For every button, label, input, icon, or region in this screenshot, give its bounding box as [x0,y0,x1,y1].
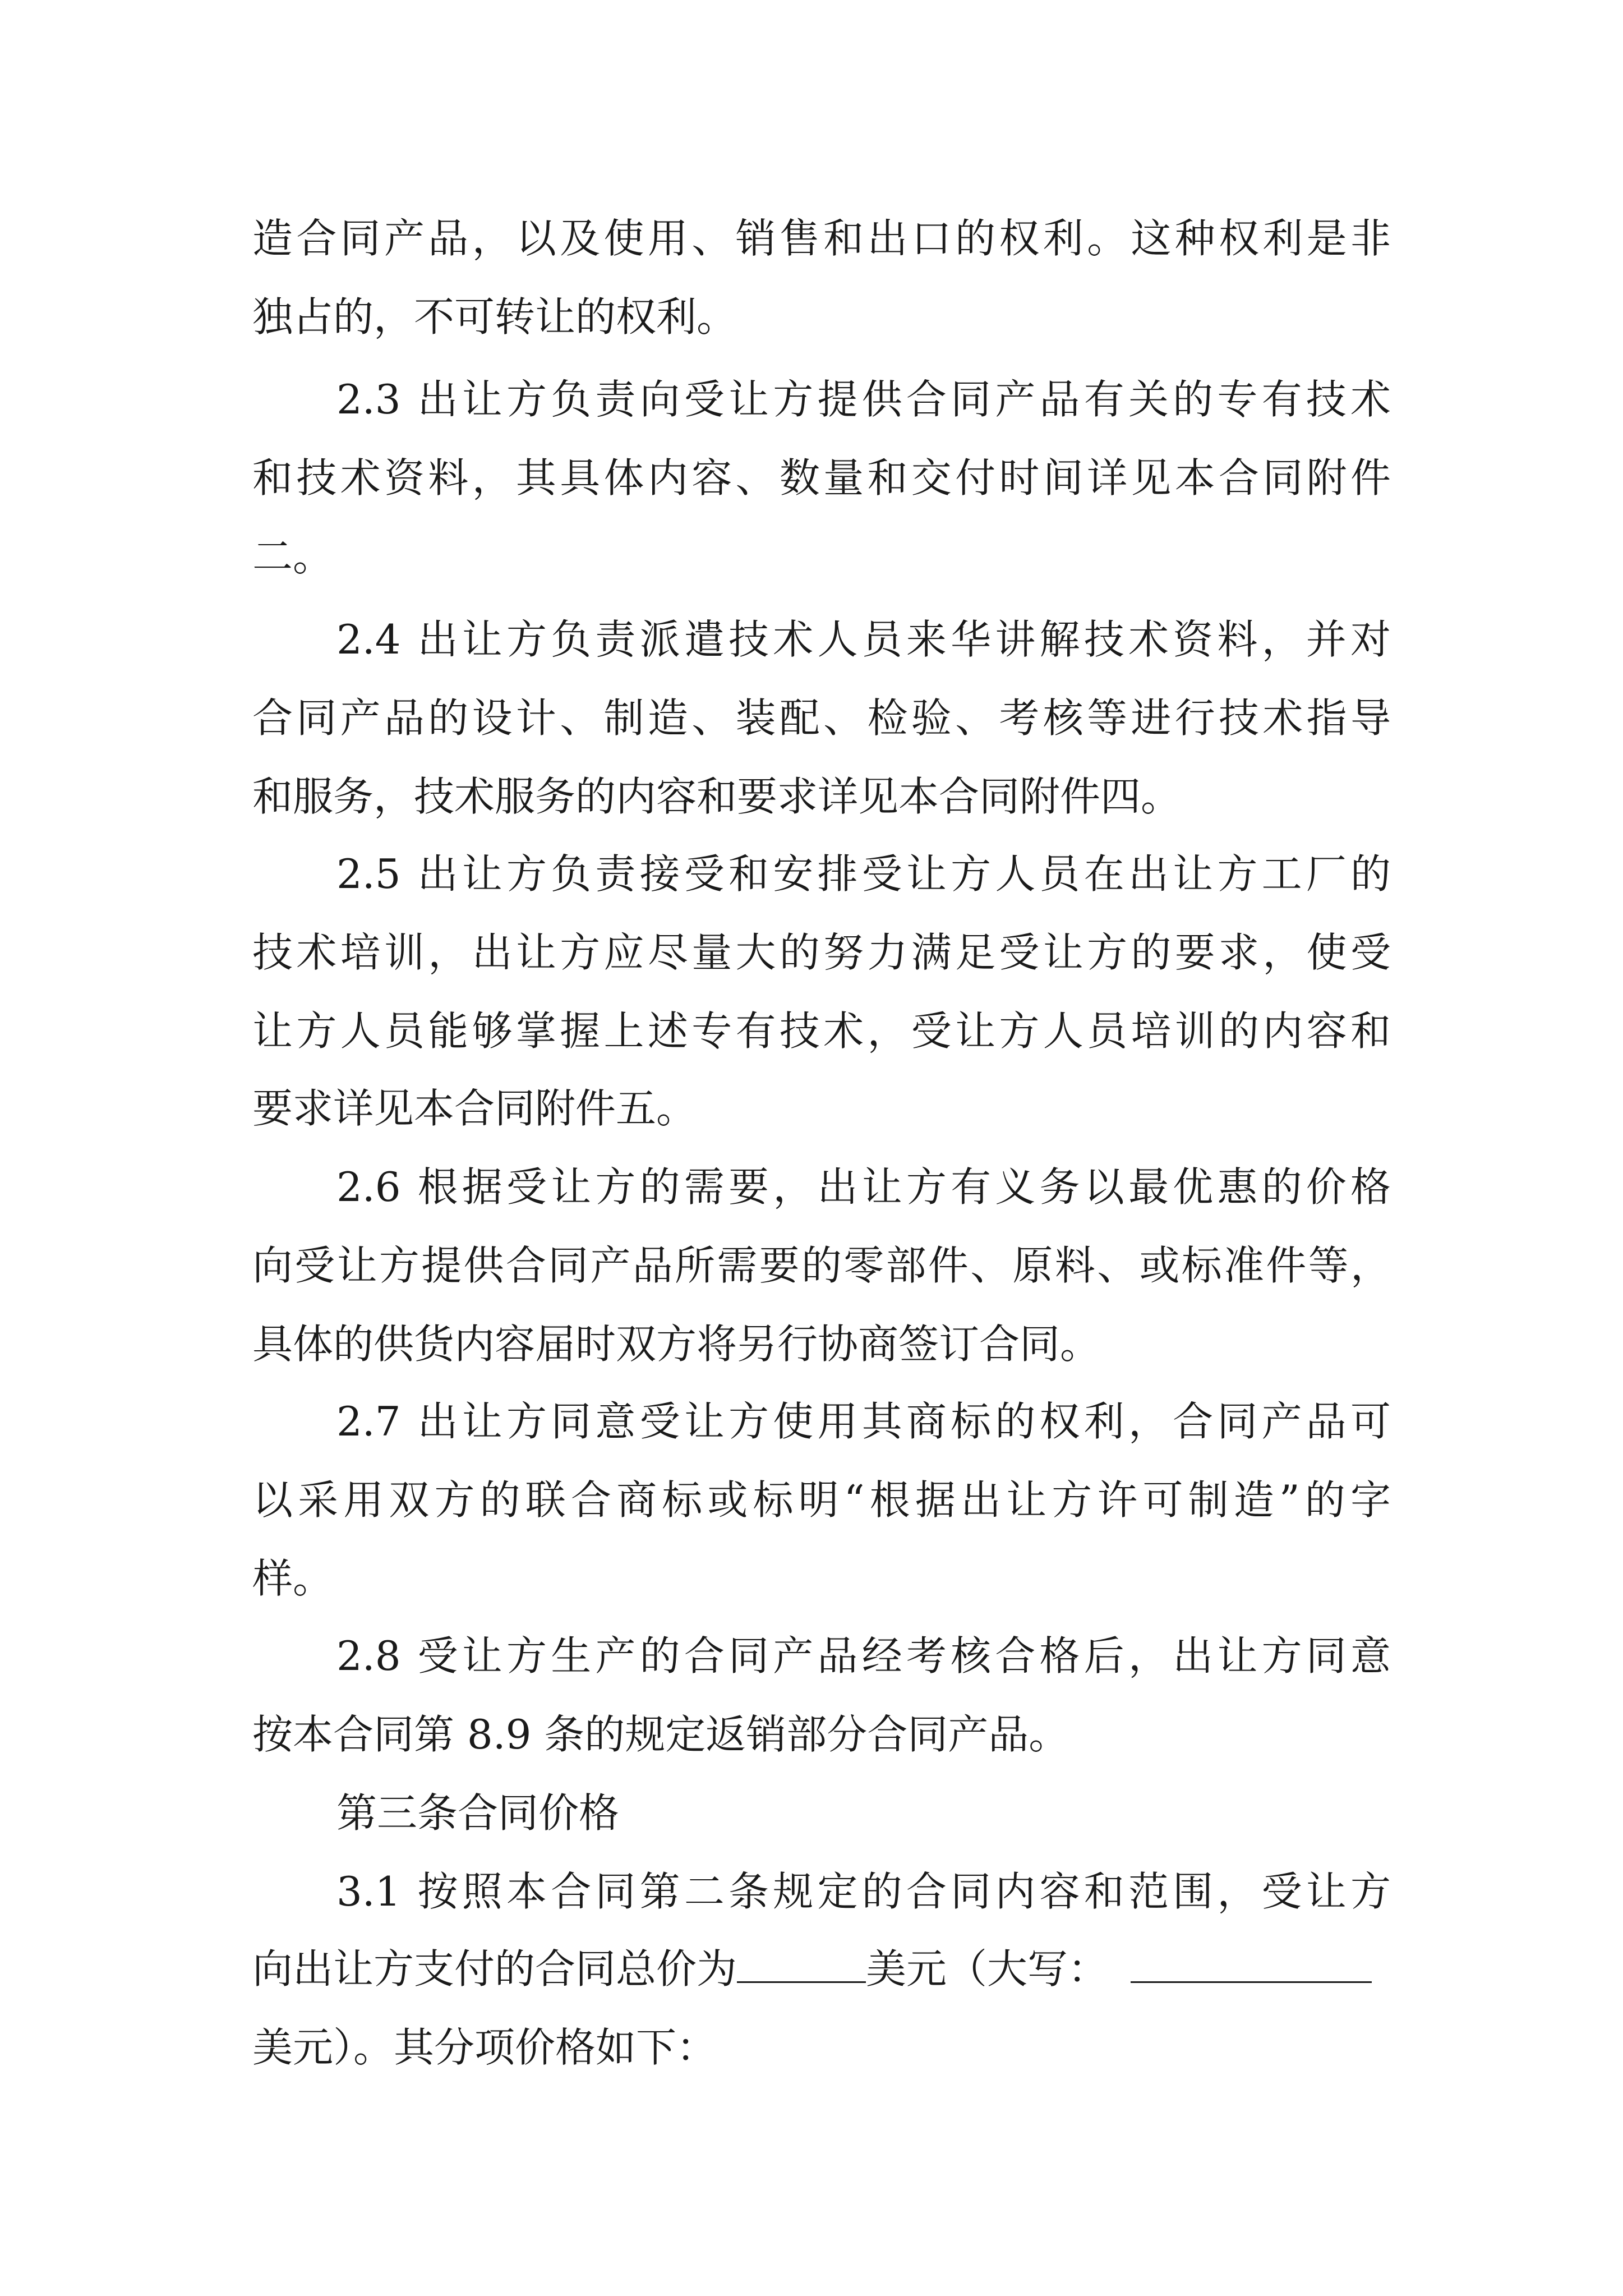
paragraph-line: 二。 [252,533,334,580]
price-text: 向出让方支付的合同总价为 [252,1945,737,1993]
clause-3-1-line: 3.1 按照本合同第二条规定的合同内容和范围，受让方 [336,1868,1391,1915]
paragraph-line: 和技术资料，其具体内容、数量和交付时间详见本合同附件 [252,454,1391,501]
paragraph-line: 合同产品的设计、制造、装配、检验、考核等进行技术指导 [252,694,1391,742]
paragraph-line: 向受让方提供合同产品所需要的零部件、原料、或标准件等， [252,1242,1391,1289]
paragraph-line: 样。 [252,1555,334,1602]
section-heading: 第三条合同价格 [336,1789,620,1837]
price-text-2: 美元（大写： [866,1945,1109,1993]
paragraph-line: 以采用双方的联合商标或标明“根据出让方许可制造”的字 [252,1476,1391,1524]
clause-2-3-line: 2.3 出让方负责向受让方提供合同产品有关的专有技术 [336,376,1391,423]
paragraph-line: 和服务，技术服务的内容和要求详见本合同附件四。 [252,773,1182,820]
total-price-blank[interactable] [737,1942,866,1983]
paragraph-line: 具体的供货内容届时双方将另行协商签订合同。 [252,1320,1101,1368]
paragraph-line: 让方人员能够掌握上述专有技术，受让方人员培训的内容和 [252,1007,1391,1055]
clause-2-8-line: 2.8 受让方生产的合同产品经考核合格后，出让方同意 [336,1632,1391,1680]
clause-2-5-line: 2.5 出让方负责接受和安排受让方人员在出让方工厂的 [336,850,1391,898]
paragraph-line: 独占的，不可转让的权利。 [252,293,737,341]
clause-2-7-line: 2.7 出让方同意受让方使用其商标的权利，合同产品可 [336,1398,1391,1445]
paragraph-line: 技术培训，出让方应尽量大的努力满足受让方的要求，使受 [252,929,1391,976]
clause-2-4-line: 2.4 出让方负责派遣技术人员来华讲解技术资料，并对 [336,616,1391,663]
total-price-words-blank[interactable] [1131,1942,1372,1983]
paragraph-line: 按本合同第 8.9 条的规定返销部分合同产品。 [252,1711,1069,1758]
price-line [252,1941,1391,1997]
paragraph-line: 要求详见本合同附件五。 [252,1085,697,1132]
clause-2-6-line: 2.6 根据受让方的需要，出让方有义务以最优惠的价格 [336,1163,1391,1211]
paragraph-line: 美元）。其分项价格如下： [252,2024,717,2071]
paragraph-line: 造合同产品，以及使用、销售和出口的权利。这种权利是非 [252,215,1391,262]
